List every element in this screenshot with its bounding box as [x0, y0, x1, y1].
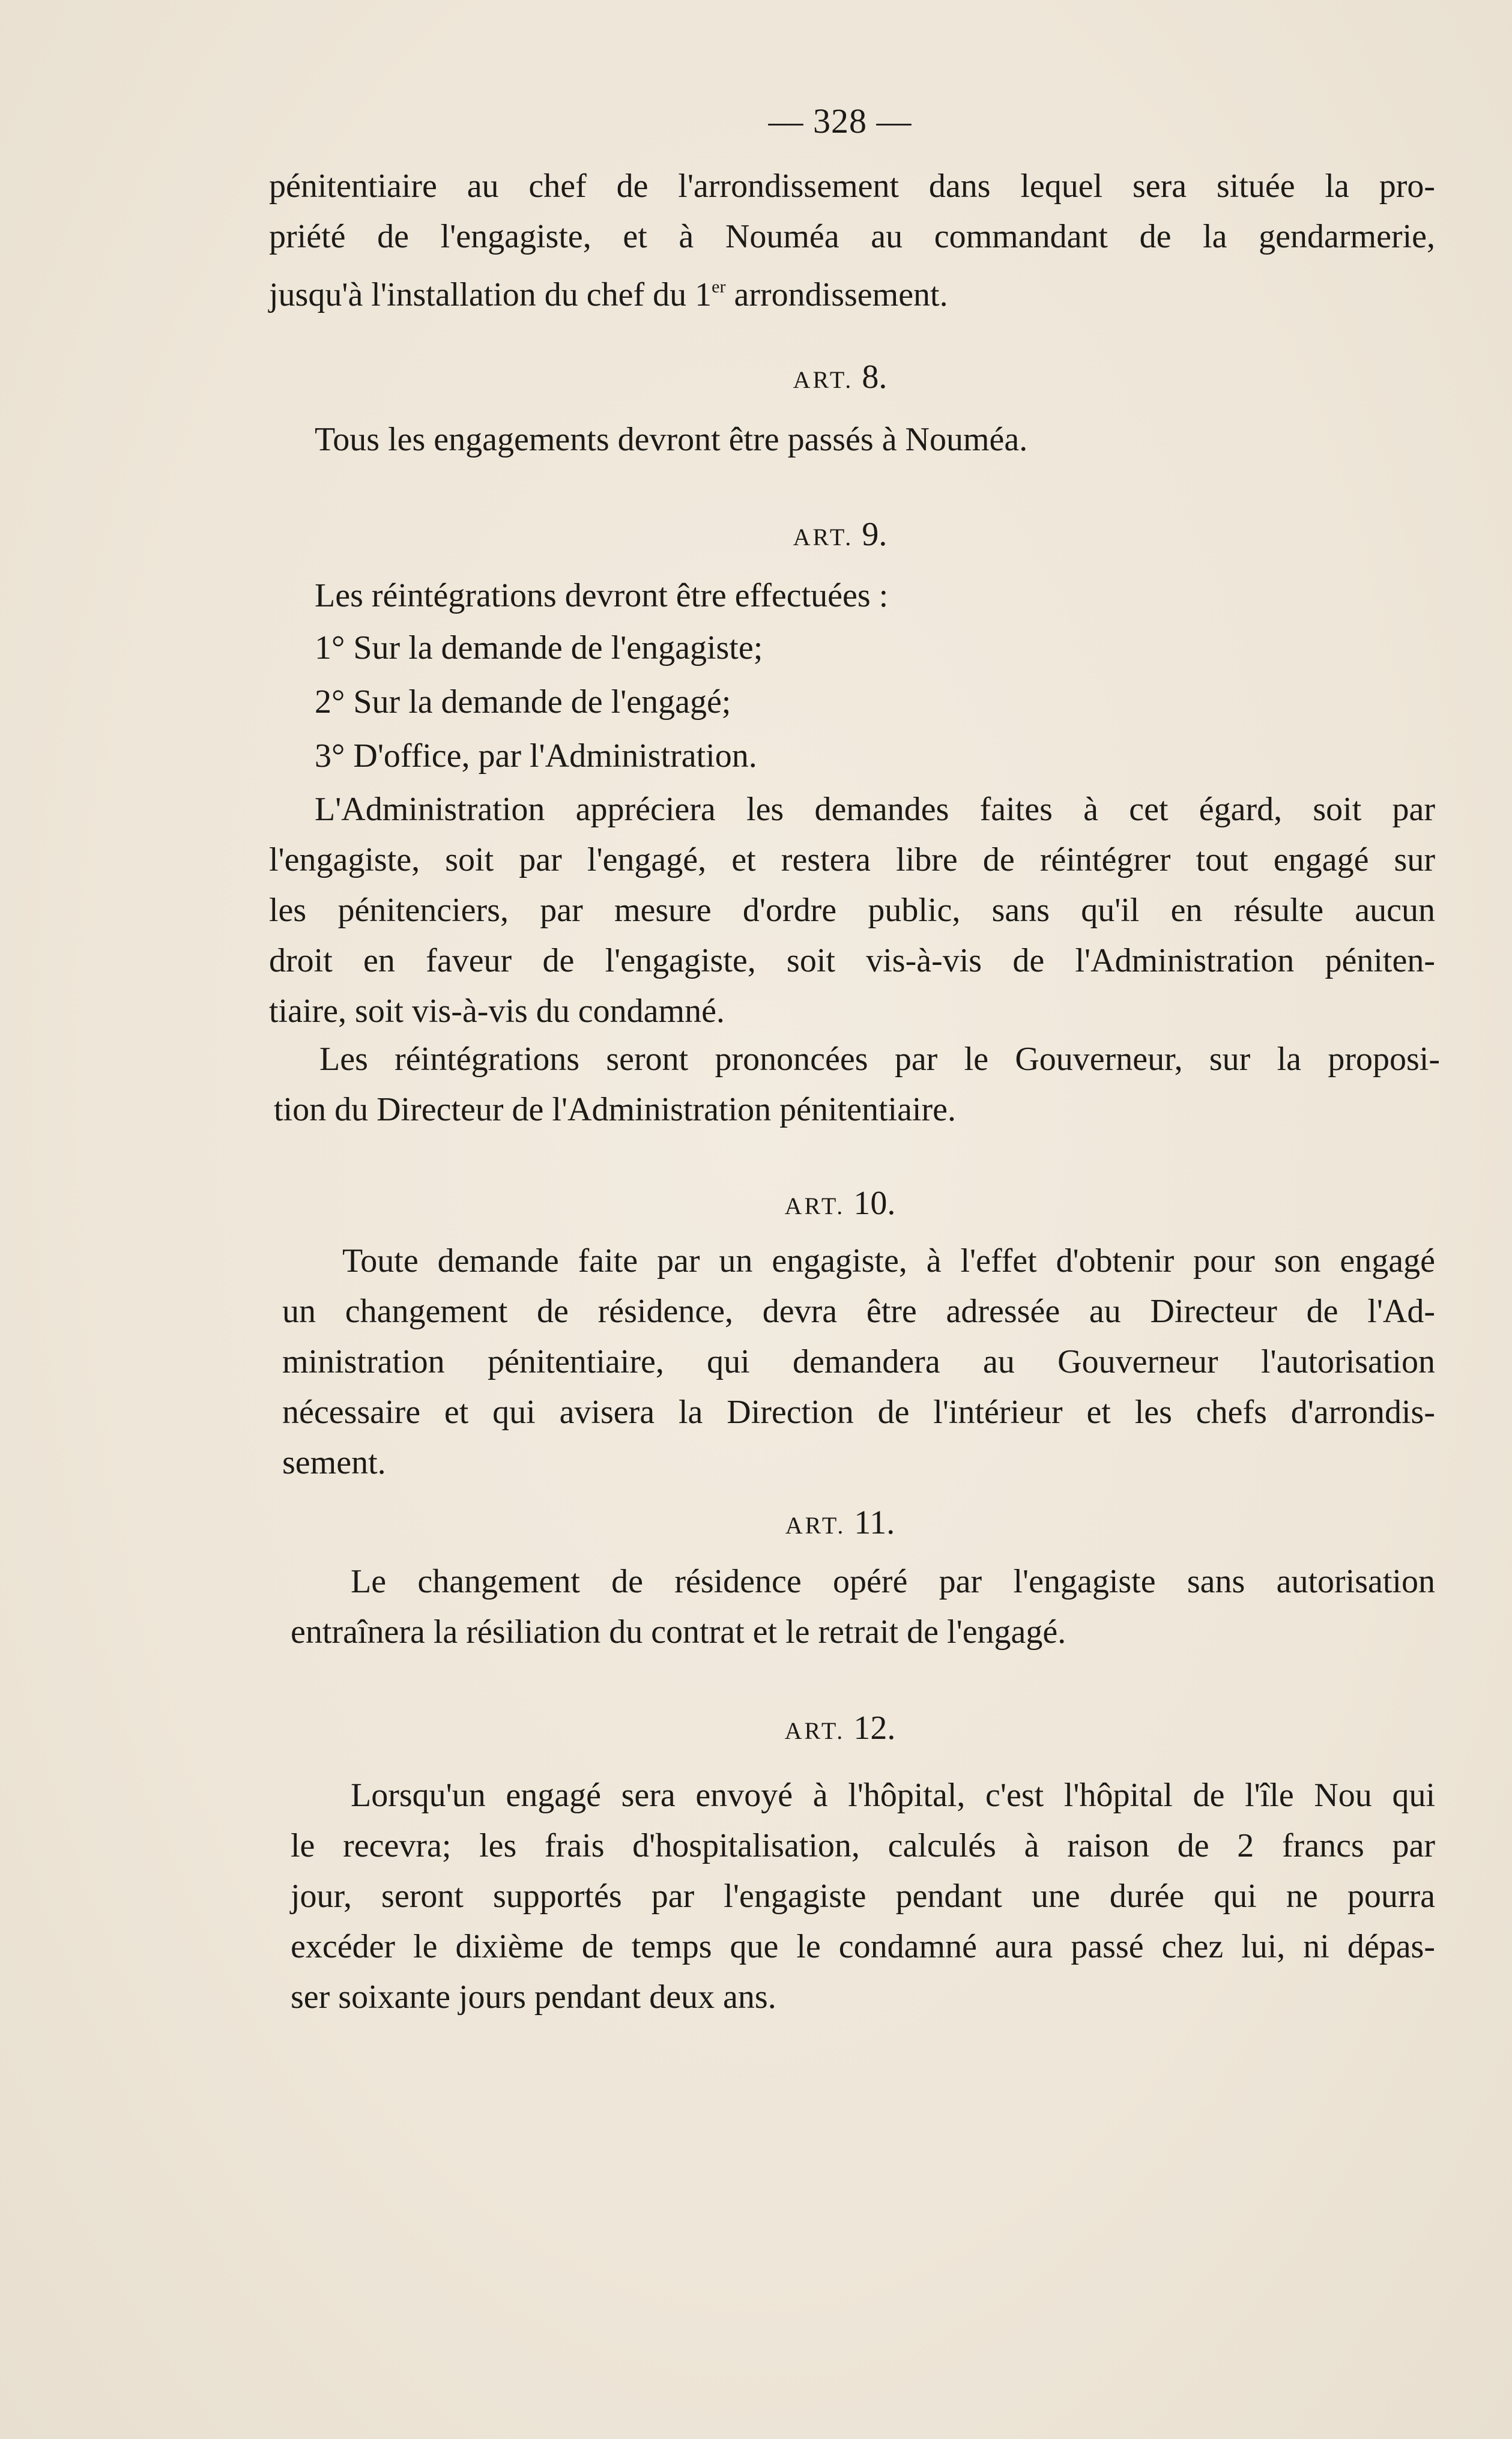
paragraph-art9-list	[315, 570, 1481, 783]
paragraph-art9-3	[274, 1034, 1440, 1135]
text-line: Toute demande faite par un engagiste, à l'effet d'obtenir pour son engagé	[342, 1242, 1435, 1280]
text-line: les pénitenciers, par mesure d'ordre public, sans qu'il en résulte aucun	[269, 892, 1435, 929]
article-number: 11.	[854, 1504, 895, 1541]
text-line: Les réintégrations devront être effectuées :	[315, 577, 889, 614]
text-line: entraînera la résiliation du contrat et le retrait de l'engagé.	[291, 1613, 1066, 1651]
text-line: nécessaire et qui avisera la Direction de l'intérieur et les chefs d'arrondis-	[282, 1394, 1435, 1431]
text-line: priété de l'engagiste, et à Nouméa au commandant de la gendarmerie,	[269, 218, 1435, 255]
article-label: ART.	[793, 524, 854, 551]
article-heading-8	[84, 358, 1512, 396]
text-line: tiaire, soit vis-à-vis du condamné.	[269, 993, 725, 1030]
article-label: ART.	[784, 1717, 845, 1744]
article-number: 9.	[862, 516, 888, 553]
text-line: droit en faveur de l'engagiste, soit vis-à-vis de l'Administration péniten-	[269, 942, 1435, 979]
article-number: 12.	[853, 1709, 896, 1747]
text-line: l'engagiste, soit par l'engagé, et restera libre de réintégrer tout engagé sur	[269, 841, 1435, 878]
text-line: L'Administration appréciera les demandes faites à cet égard, soit par	[315, 791, 1435, 828]
text-line: pénitentiaire au chef de l'arrondissement dans lequel sera située la pro-	[269, 168, 1435, 205]
text-line: ministration pénitentiaire, qui demandera au Gouverneur l'autorisation	[282, 1343, 1435, 1380]
article-heading-12	[84, 1709, 1512, 1747]
list-item: 3° D'office, par l'Administration.	[315, 737, 757, 775]
list-item: 2° Sur la demande de l'engagé;	[315, 683, 731, 721]
text-line: Lorsqu'un engagé sera envoyé à l'hôpital, c'est l'hôpital de l'île Nou qui	[351, 1777, 1435, 1814]
article-heading-9	[84, 515, 1512, 554]
text-line: Le changement de résidence opéré par l'engagiste sans autorisation	[351, 1563, 1435, 1600]
article-heading-10	[84, 1184, 1512, 1223]
paragraph-art11	[291, 1556, 1435, 1657]
article-number: 8.	[862, 358, 888, 396]
text-line: Tous les engagements devront être passés à Nouméa.	[315, 421, 1028, 458]
text-line	[269, 262, 1435, 312]
paragraph-art8	[315, 414, 1481, 465]
text-line: excéder le dixième de temps que le condamné aura passé chez lui, ni dépas-	[291, 1928, 1435, 1965]
text-line-content: jusqu'à l'installation du chef du 1er arrondissement.	[269, 276, 948, 313]
text-line: tion du Directeur de l'Administration pénitentiaire.	[274, 1091, 956, 1128]
article-label: ART.	[785, 1512, 846, 1539]
list-item: 1° Sur la demande de l'engagiste;	[315, 629, 763, 666]
article-heading-11	[84, 1504, 1512, 1542]
page-number: — 328 —	[768, 101, 912, 141]
paragraph-art10	[282, 1236, 1435, 1488]
text-line: ser soixante jours pendant deux ans.	[291, 1978, 776, 2016]
text-line: Les réintégrations seront prononcées par le Gouverneur, sur la proposi-	[319, 1041, 1440, 1078]
text-line: un changement de résidence, devra être adressée au Directeur de l'Ad-	[282, 1293, 1435, 1330]
text-line: jour, seront supportés par l'engagiste pendant une durée qui ne pourra	[291, 1878, 1435, 1915]
paragraph-intro	[269, 161, 1435, 312]
article-label: ART.	[793, 366, 854, 393]
article-number: 10.	[853, 1185, 896, 1222]
paragraph-art9-2	[269, 784, 1435, 1036]
paragraph-art12	[291, 1770, 1435, 2022]
text-line: le recevra; les frais d'hospitalisation, calculés à raison de 2 francs par	[291, 1827, 1435, 1864]
text-line: sement.	[282, 1444, 386, 1481]
article-label: ART.	[784, 1192, 845, 1220]
